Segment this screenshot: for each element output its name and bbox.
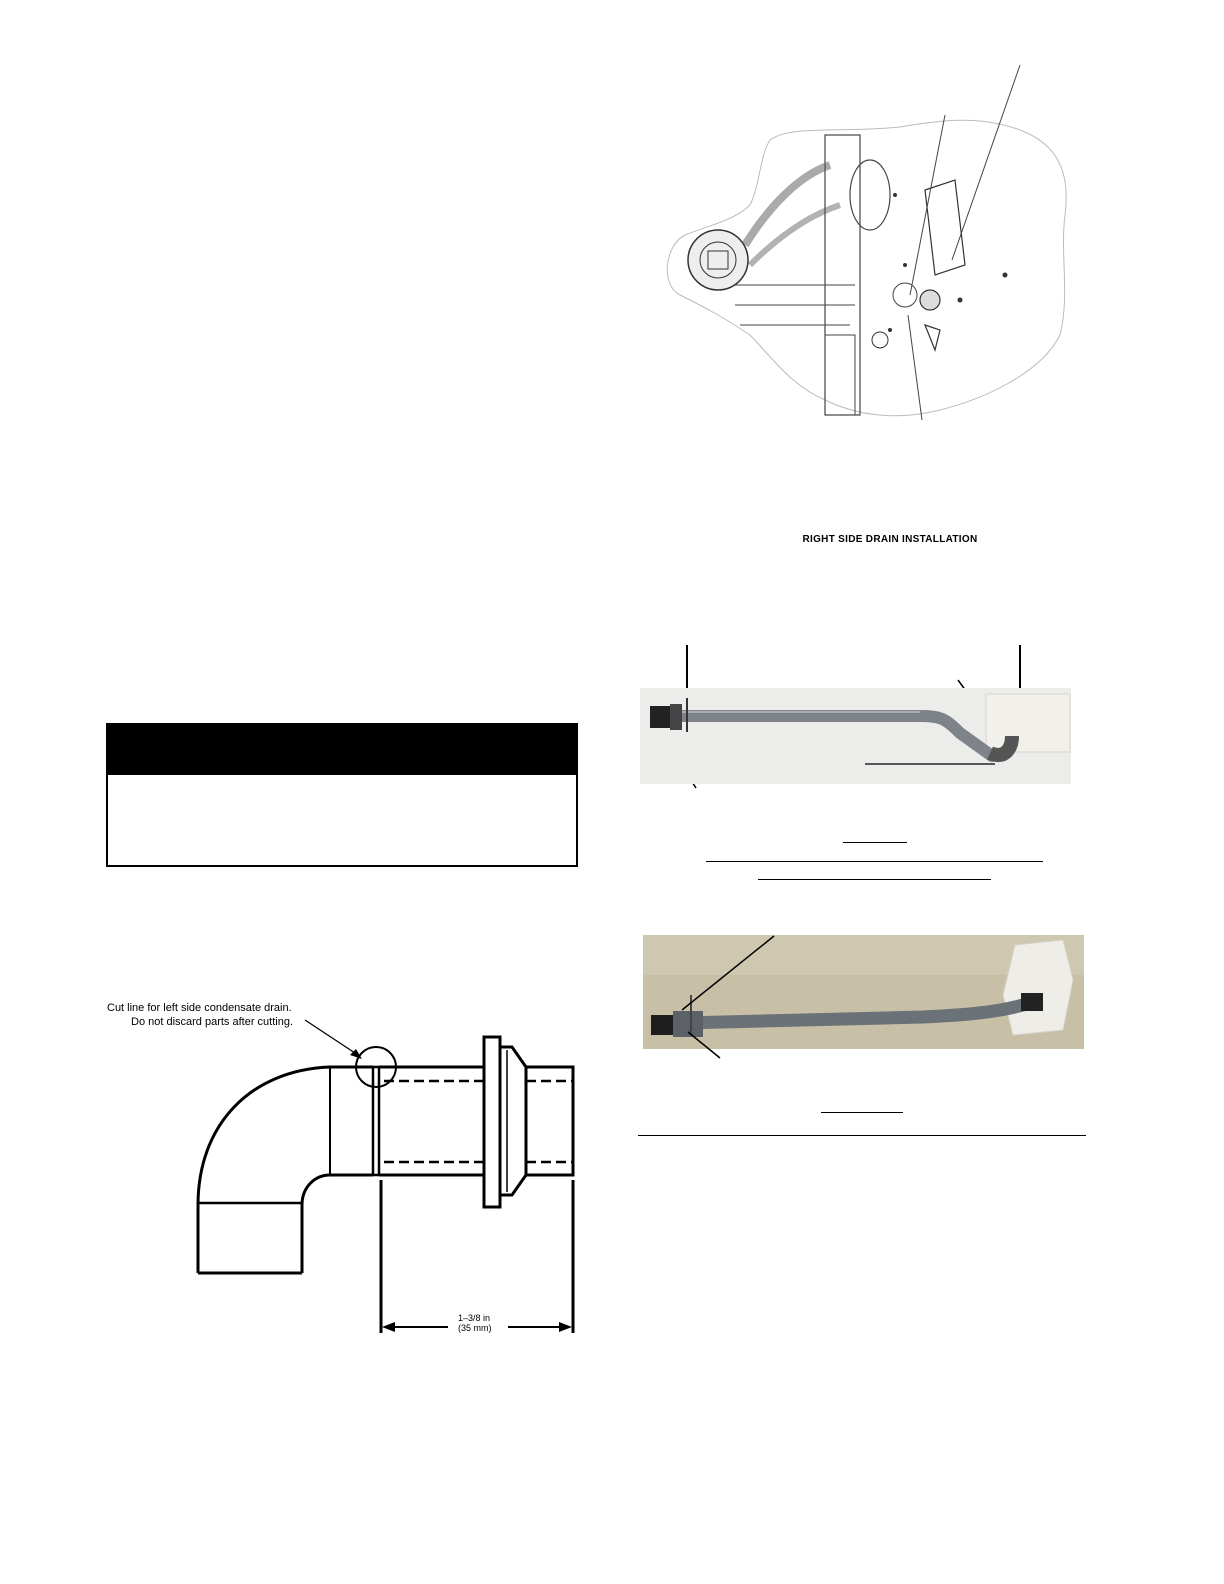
section-rule: [638, 1135, 1086, 1136]
cut-line-note-2: Do not discard parts after cutting.: [131, 1016, 294, 1028]
figure-title-rule-1: [706, 861, 1043, 862]
drain-tube-photo-1: [640, 688, 1071, 784]
dimension-label-1: 1–3/8 in: [458, 1313, 491, 1323]
warning-header: [108, 725, 576, 775]
dimension-label-2: (35 mm): [458, 1323, 492, 1333]
elbow-drawing: [190, 1015, 590, 1335]
drain-tube-photo-2-arrows: [640, 930, 790, 1070]
warning-box: [106, 723, 578, 867]
figure-number-rule-2: [821, 1112, 903, 1113]
cut-line-note-1: Cut line for left side condensate drain.: [107, 1002, 292, 1014]
figure-number-rule: [843, 842, 907, 843]
figure-title-rule-2: [758, 879, 991, 880]
right-side-drain-caption: RIGHT SIDE DRAIN INSTALLATION: [802, 534, 978, 545]
furnace-drawing: [640, 55, 1080, 430]
drain-tube-photo-1-leader: [860, 760, 1000, 770]
